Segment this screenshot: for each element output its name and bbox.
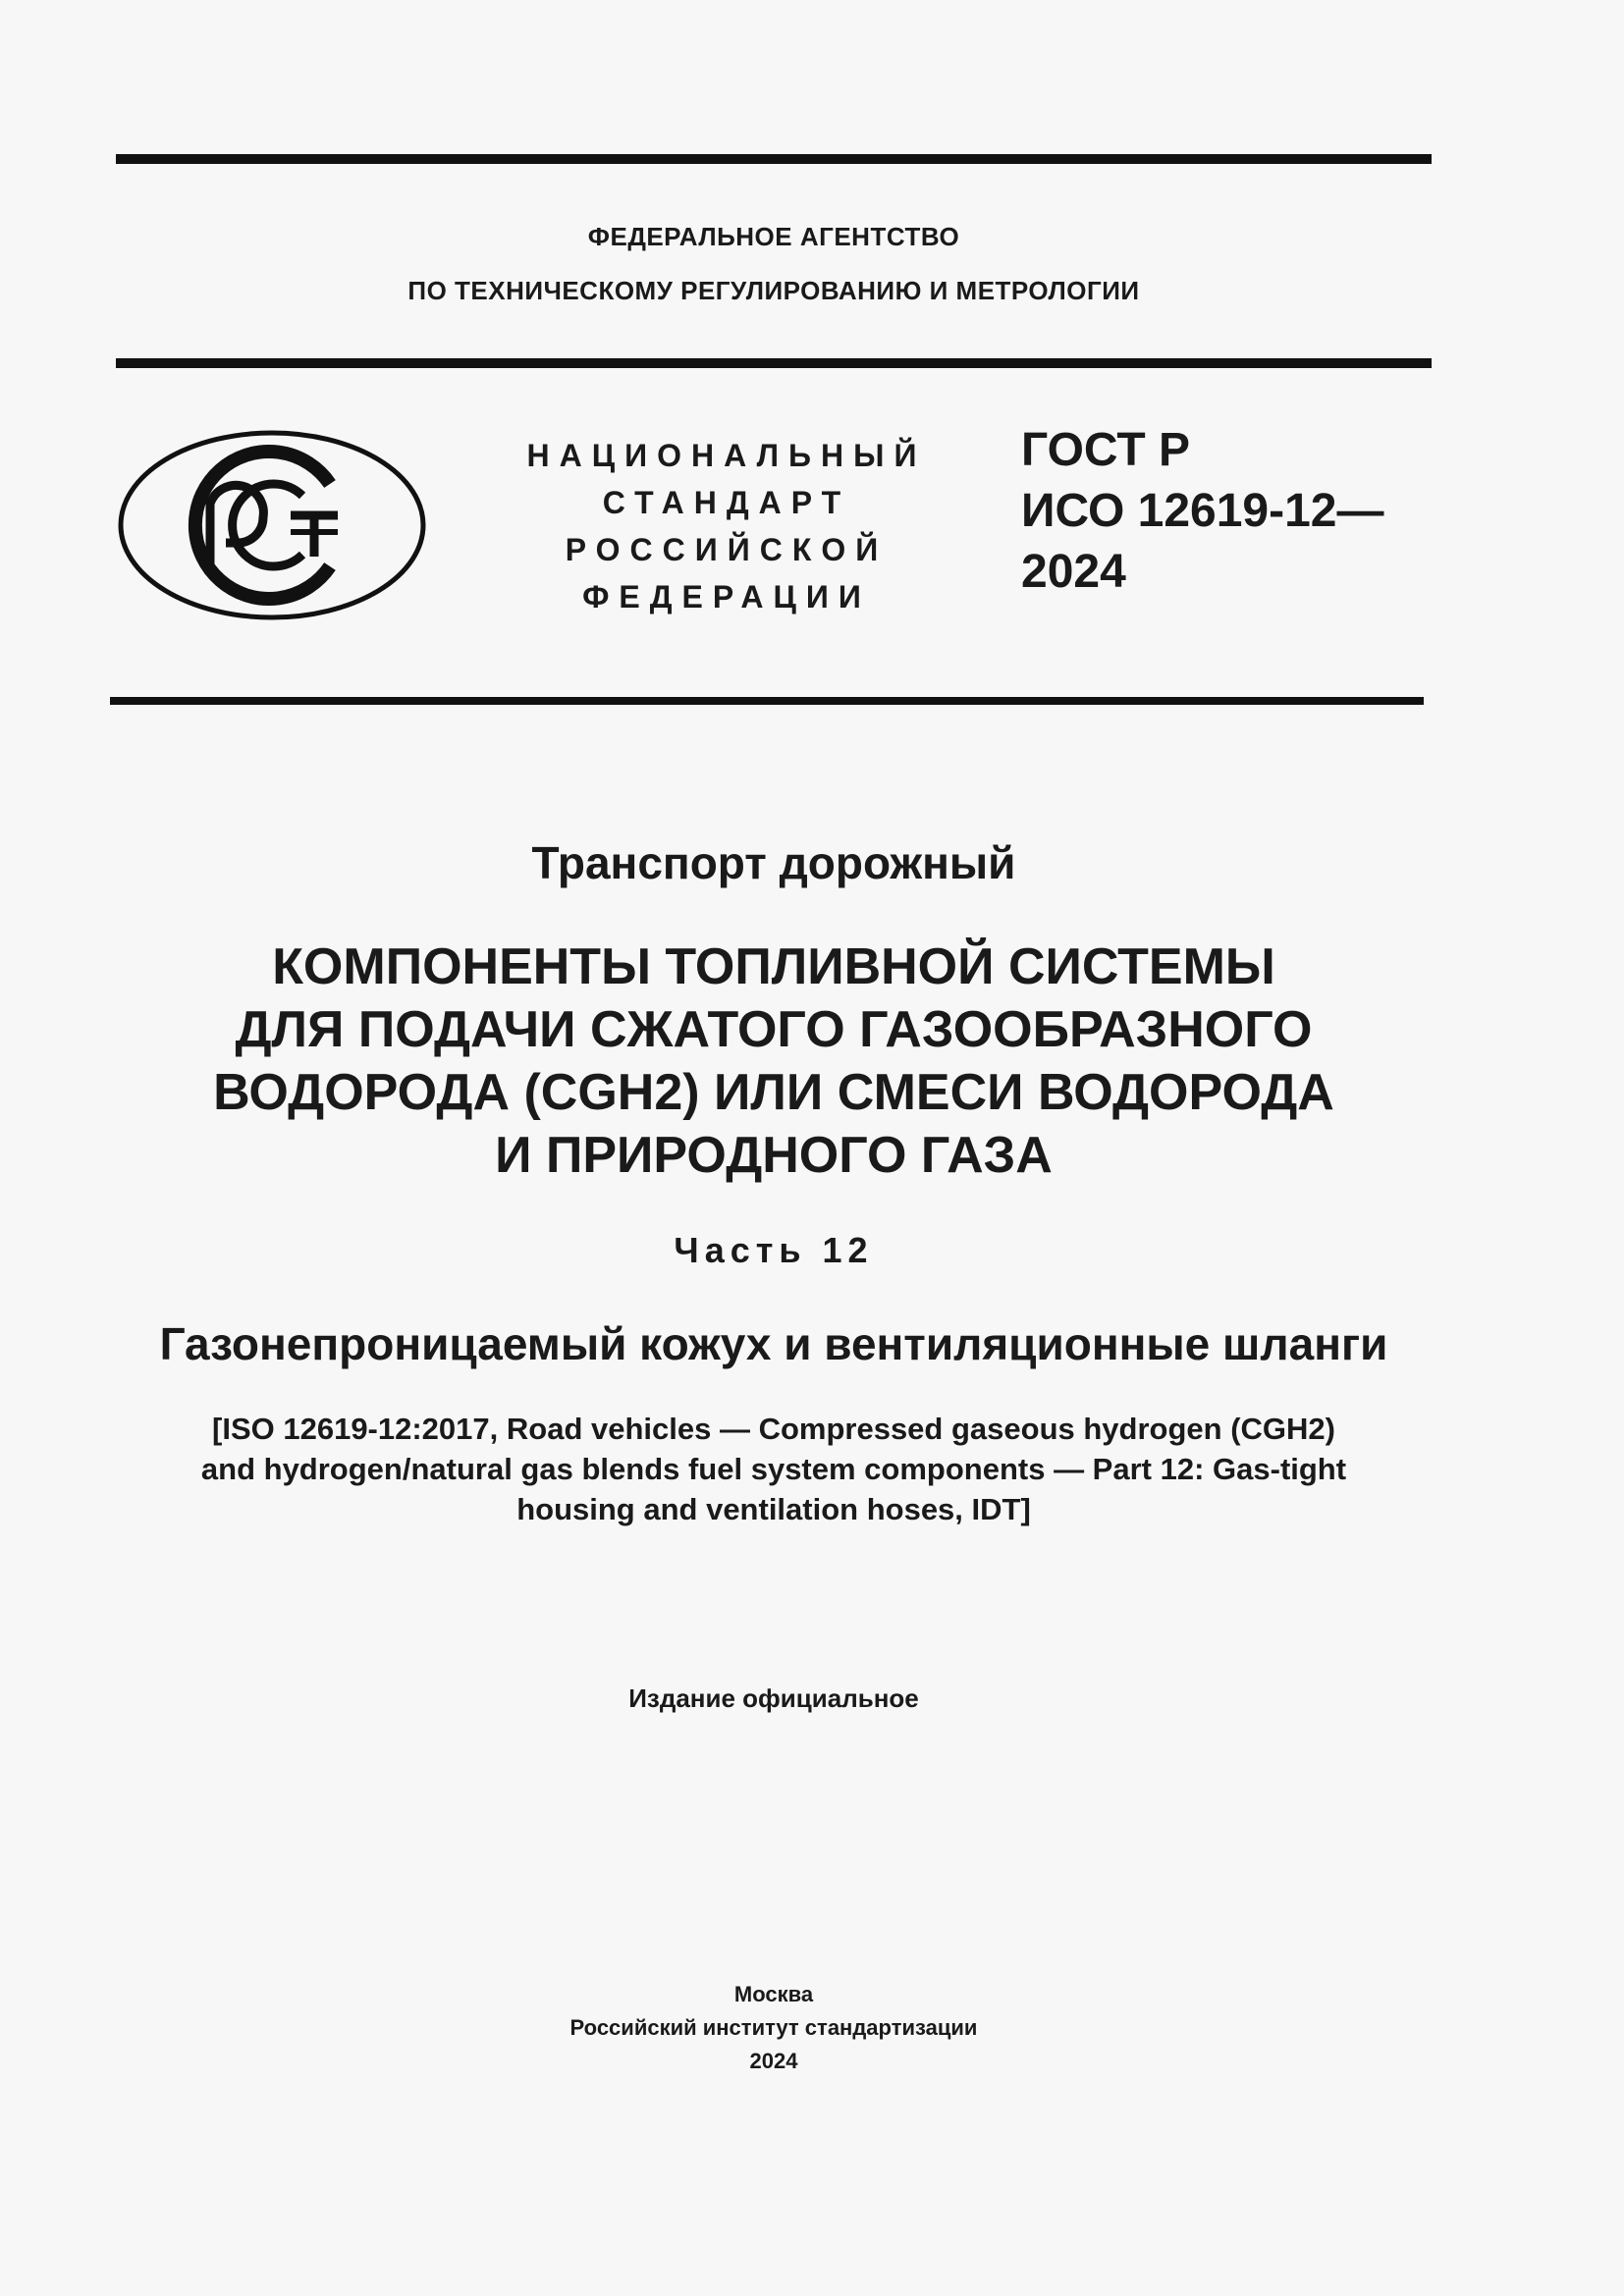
national-standard-line-1: НАЦИОНАЛЬНЫЙ [526, 438, 927, 473]
national-standard-line-3: РОССИЙСКОЙ [565, 532, 889, 567]
national-standard-block [496, 432, 957, 620]
agency-name-line-2: ПО ТЕХНИЧЕСКОМУ РЕГУЛИРОВАНИЮ И МЕТРОЛОГИИ [407, 276, 1140, 305]
iso-reference-line: [ISO 12619-12:2017, Road vehicles — Compressed gaseous hydrogen (CGH2) [212, 1412, 1335, 1446]
document-subtitle: Транспорт дорожный [531, 837, 1016, 888]
national-standard-line-4: ФЕДЕРАЦИИ [582, 579, 871, 614]
designation-line-2: ИСО 12619-12— [1021, 485, 1384, 537]
designation-line-1: ГОСТ Р [1021, 424, 1191, 476]
iso-reference-line: housing and ventilation hoses, IDT] [516, 1492, 1031, 1526]
publisher-institute: Российский институт стандартизации [569, 2015, 978, 2040]
edition-label: Издание официальное [628, 1683, 919, 1713]
part-title: Газонепроницаемый кожух и вентиляционные шланги [159, 1318, 1388, 1369]
publisher-block [98, 1978, 1449, 2078]
main-title-line: ВОДОРОДА (CGH2) ИЛИ СМЕСИ ВОДОРОДА [213, 1064, 1334, 1121]
publisher-city: Москва [733, 1982, 814, 2006]
part-label: Часть 12 [674, 1230, 874, 1270]
rst-emblem-icon [116, 427, 428, 623]
national-standard-line-2: СТАНДАРТ [602, 485, 851, 520]
middle-rule [116, 358, 1432, 368]
agency-name-line-1: ФЕДЕРАЛЬНОЕ АГЕНТСТВО [587, 222, 960, 251]
main-title-line: И ПРИРОДНОГО ГАЗА [495, 1127, 1053, 1184]
main-title-line: ДЛЯ ПОДАЧИ СЖАТОГО ГАЗООБРАЗНОГО [235, 1001, 1313, 1058]
standard-designation [1021, 420, 1384, 603]
designation-line-3: 2024 [1021, 546, 1126, 598]
bottom-rule [110, 697, 1424, 705]
iso-reference-line: and hydrogen/natural gas blends fuel system components — Part 12: Gas-tight [200, 1452, 1347, 1486]
main-title-line: КОМПОНЕНТЫ ТОПЛИВНОЙ СИСТЕМЫ [272, 938, 1275, 995]
top-rule [116, 154, 1432, 164]
document-main-title [98, 935, 1449, 1187]
iso-reference [98, 1409, 1449, 1529]
publisher-year: 2024 [749, 2049, 798, 2073]
